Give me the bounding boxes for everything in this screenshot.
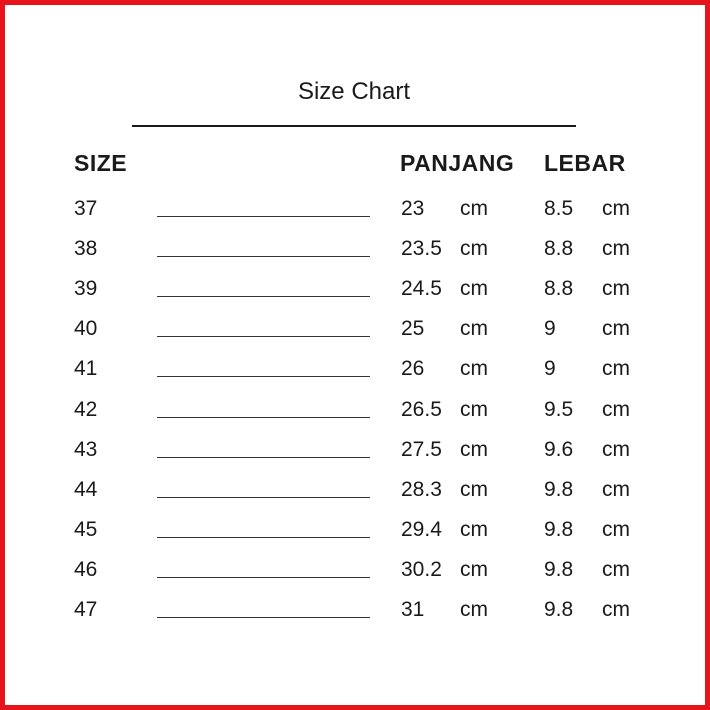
size-value: 44 bbox=[74, 477, 98, 501]
row-divider-line bbox=[157, 417, 370, 418]
size-value: 47 bbox=[74, 598, 98, 621]
panjang-value: 23 bbox=[401, 197, 425, 220]
panjang-unit: cm bbox=[460, 397, 488, 421]
table-row bbox=[0, 197, 710, 227]
header-lebar: LEBAR bbox=[544, 150, 626, 176]
lebar-value: 8.8 bbox=[544, 277, 574, 301]
row-divider-line bbox=[157, 216, 370, 217]
lebar-value: 8.8 bbox=[544, 237, 574, 261]
panjang-value: 26.5 bbox=[401, 397, 442, 421]
table-row bbox=[0, 237, 710, 267]
panjang-unit: cm bbox=[460, 598, 488, 621]
lebar-unit: cm bbox=[602, 437, 630, 461]
lebar-unit: cm bbox=[602, 357, 630, 381]
panjang-unit: cm bbox=[460, 197, 488, 220]
row-divider-line bbox=[157, 577, 370, 578]
table-row bbox=[0, 478, 710, 508]
row-divider-line bbox=[157, 457, 370, 458]
row-divider-line bbox=[157, 537, 370, 538]
size-value: 40 bbox=[74, 317, 98, 341]
panjang-value: 23.5 bbox=[401, 237, 442, 261]
lebar-value: 9.8 bbox=[544, 477, 574, 501]
lebar-value: 8.5 bbox=[544, 197, 574, 220]
size-value: 43 bbox=[74, 437, 98, 461]
panjang-value: 25 bbox=[401, 317, 425, 341]
lebar-unit: cm bbox=[602, 598, 630, 621]
header-panjang: PANJANG bbox=[400, 150, 515, 176]
table-row bbox=[0, 438, 710, 468]
lebar-value: 9 bbox=[544, 317, 556, 341]
size-value: 45 bbox=[74, 517, 98, 541]
panjang-unit: cm bbox=[460, 477, 488, 501]
panjang-value: 29.4 bbox=[401, 517, 442, 541]
lebar-unit: cm bbox=[602, 517, 630, 541]
row-divider-line bbox=[157, 296, 370, 297]
table-row bbox=[0, 398, 710, 428]
table-row bbox=[0, 518, 710, 548]
header-size: SIZE bbox=[74, 150, 128, 176]
row-divider-line bbox=[157, 497, 370, 498]
size-value: 37 bbox=[74, 197, 98, 220]
lebar-unit: cm bbox=[602, 397, 630, 421]
panjang-unit: cm bbox=[460, 237, 488, 261]
title-underline bbox=[132, 125, 576, 127]
panjang-unit: cm bbox=[460, 277, 488, 301]
lebar-value: 9.8 bbox=[544, 598, 574, 621]
panjang-value: 26 bbox=[401, 357, 425, 381]
table-row bbox=[0, 598, 710, 628]
panjang-unit: cm bbox=[460, 357, 488, 381]
lebar-value: 9.5 bbox=[544, 397, 574, 421]
lebar-unit: cm bbox=[602, 197, 630, 220]
panjang-unit: cm bbox=[460, 517, 488, 541]
lebar-value: 9.8 bbox=[544, 517, 574, 541]
lebar-unit: cm bbox=[602, 477, 630, 501]
row-divider-line bbox=[157, 256, 370, 257]
panjang-unit: cm bbox=[460, 317, 488, 341]
panjang-value: 31 bbox=[401, 598, 425, 621]
size-value: 38 bbox=[74, 237, 98, 261]
panjang-unit: cm bbox=[460, 437, 488, 461]
size-value: 41 bbox=[74, 357, 98, 381]
panjang-value: 24.5 bbox=[401, 277, 442, 301]
size-value: 46 bbox=[74, 557, 98, 581]
panjang-unit: cm bbox=[460, 557, 488, 581]
row-divider-line bbox=[157, 376, 370, 377]
lebar-unit: cm bbox=[602, 557, 630, 581]
size-value: 39 bbox=[74, 277, 98, 301]
size-value: 42 bbox=[74, 397, 98, 421]
panjang-value: 28.3 bbox=[401, 477, 442, 501]
table-row bbox=[0, 558, 710, 588]
panjang-value: 27.5 bbox=[401, 437, 442, 461]
panjang-value: 30.2 bbox=[401, 557, 442, 581]
page-title: Size Chart bbox=[297, 78, 411, 105]
table-row bbox=[0, 277, 710, 307]
row-divider-line bbox=[157, 617, 370, 618]
lebar-unit: cm bbox=[602, 317, 630, 341]
lebar-unit: cm bbox=[602, 237, 630, 261]
row-divider-line bbox=[157, 336, 370, 337]
table-row bbox=[0, 317, 710, 347]
table-row bbox=[0, 357, 710, 387]
lebar-value: 9 bbox=[544, 357, 556, 381]
lebar-value: 9.8 bbox=[544, 557, 574, 581]
lebar-value: 9.6 bbox=[544, 437, 574, 461]
lebar-unit: cm bbox=[602, 277, 630, 301]
